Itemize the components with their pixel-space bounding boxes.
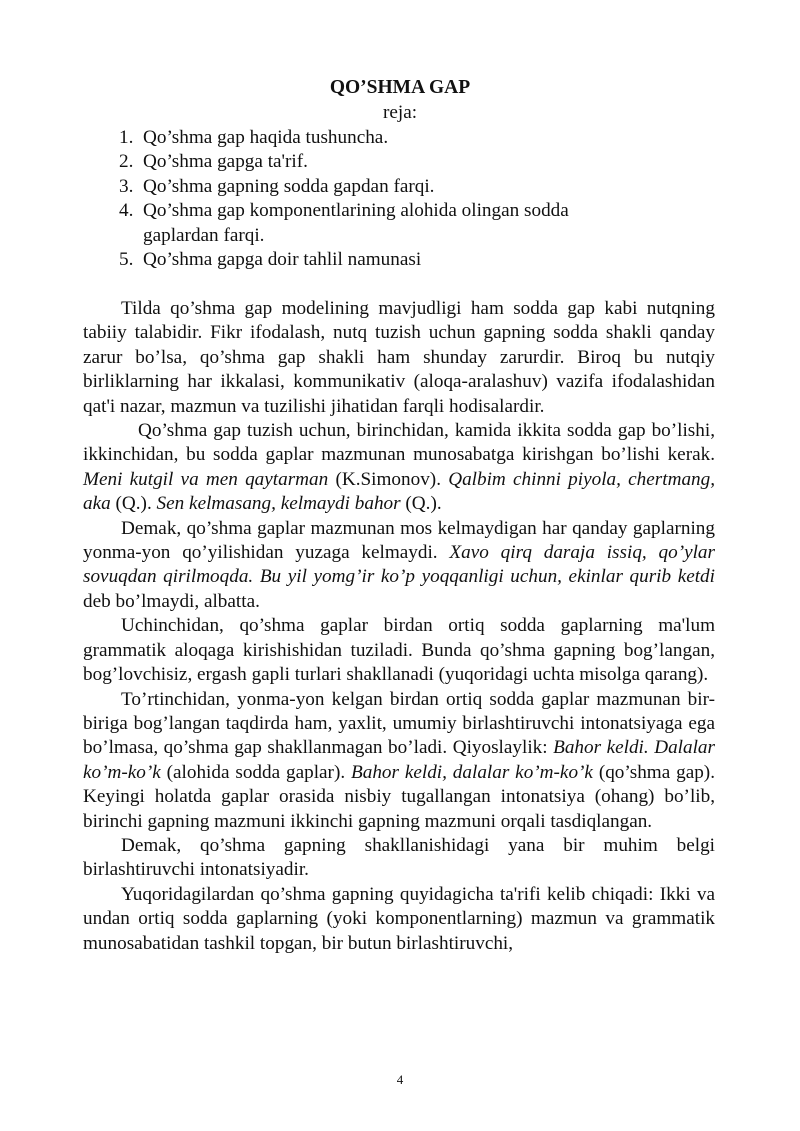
italic-example: Sen kelmasang, kelmaydi bahor (156, 493, 401, 515)
text-run: (qo’shma gap). Keyingi holatda gaplar orasida nisbiy tugallangan intonatsiya (ohang) bo’lib, birinchi gapning mazmuni ikkinchi gapning mazmuni orqali tasdiqlangan. (83, 761, 715, 832)
text-run: (K.Simonov). (328, 468, 449, 490)
text-run: Uchinchidan, qo’shma gaplar birdan ortiq sodda gaplarning ma'lum grammatik aloqaga kirishishidan tuziladi. Bunda qo’shma gapning bog’langan, bog’lovchisiz, ergash gapli turlari shakllanadi (yuqoridagi uchta misolga qarang). (83, 615, 715, 686)
text-run: deb bo’lmaydi, albatta. (83, 590, 260, 612)
body-text (83, 297, 715, 956)
italic-example: Bahor keldi. Dalalar ko’m-ko’k (83, 737, 715, 783)
plan-item-text: Qo’shma gap haqida tushuncha. (143, 127, 389, 148)
text-run: (Q.). (400, 493, 442, 515)
plan-list (119, 126, 639, 272)
plan-item-number: 3. (119, 175, 134, 197)
text-run: Qo’shma gap tuzish uchun, birinchidan, kamida ikkita sodda gap bo’lishi, ikkinchidan, bu sodda gaplar mazmunan munosabatga kirishgan bo’lishi kerak. (83, 420, 715, 466)
plan-item-text: Qo’shma gapga ta'rif. (143, 151, 308, 173)
paragraph (83, 297, 715, 419)
page-number: 4 (396, 1072, 404, 1087)
italic-example: Bahor keldi, dalalar ko’m-ko’k (351, 761, 593, 783)
plan-item (119, 248, 639, 272)
italic-example: Qalbim chinni piyola, chertmang, aka (83, 468, 716, 515)
text-run: To’rtinchidan, yonma-yon kelgan birdan ortiq sodda gaplar mazmunan bir-biriga bog’langan taqdirda ham, yaxlit, umumiy birlashtiruvchi intonatsiyaga ega bo’lmasa, qo’shma gap shakllanmagan bo’ladi. Qiyoslaylik: (83, 688, 715, 759)
paragraph (83, 834, 715, 883)
plan-heading: reja: (382, 102, 418, 123)
text-run: Demak, qo’shma gapning shakllanishidagi yana bir muhim belgi birlashtiruvchi intonatsiyadir. (83, 834, 715, 881)
paragraph (83, 883, 715, 956)
plan-item-number: 4. (119, 200, 134, 222)
text-run: Tilda qo’shma gap modelining mavjudligi ham sodda gap kabi nutqning tabiiy talabidir. Fikr ifodalash, nutq tuzish uchun gapning sodda shakli qanday zarur bo’lsa, qo’shma gap shakli ham shunday zarurdir. Biroq bu nutqiy birliklarning har ikkalasi, kommunikativ (aloqa-aralashuv) vazifa ifodalashidan qat'i nazar, mazmun va tuzilishi jihatidan farqli hodisalardir. (83, 298, 715, 417)
text-run: (alohida sodda gaplar). (160, 761, 352, 783)
plan-item (119, 199, 639, 248)
plan-item-text: Qo’shma gapning sodda gapdan farqi. (143, 175, 435, 197)
paragraph (83, 688, 715, 834)
text-run: (Q.). (110, 493, 157, 515)
plan-item-text: Qo’shma gapga doir tahlil namunasi (143, 249, 422, 271)
italic-example: Xavo qirq daraja issiq, qo’ylar sovuqdan qirilmoqda. Bu yil yomg’ir ko’p yoqqanligi uchun, ekinlar qurib ketdi (83, 542, 715, 588)
italic-example: Meni kutgil va men qaytarman (83, 468, 329, 490)
plan-item (119, 126, 639, 150)
plan-item-text: Qo’shma gap komponentlarining alohida olingan sodda gaplardan farqi. (143, 200, 569, 246)
plan-item (119, 175, 639, 199)
plan-item-number: 1. (119, 127, 134, 148)
paragraph (83, 419, 715, 517)
plan-item (119, 150, 639, 174)
plan-item-number: 5. (119, 249, 134, 271)
paragraph (83, 614, 715, 687)
paragraph (83, 517, 715, 615)
text-run: Yuqoridagilardan qo’shma gapning quyidagicha ta'rifi kelib chiqadi: Ikki va undan ortiq sodda gaplarning (yoki komponentlarning) mazmun va grammatik munosabatidan tashkil topgan, bir butun birlashtiruvchi, (83, 883, 715, 954)
plan-item-number: 2. (119, 151, 134, 173)
text-run: Demak, qo’shma gaplar mazmunan mos kelmaydigan har qanday gaplarning yonma-yon qo’yilishidan yuzaga kelmaydi. (83, 517, 715, 564)
document-title: QO’SHMA GAP (329, 77, 471, 98)
